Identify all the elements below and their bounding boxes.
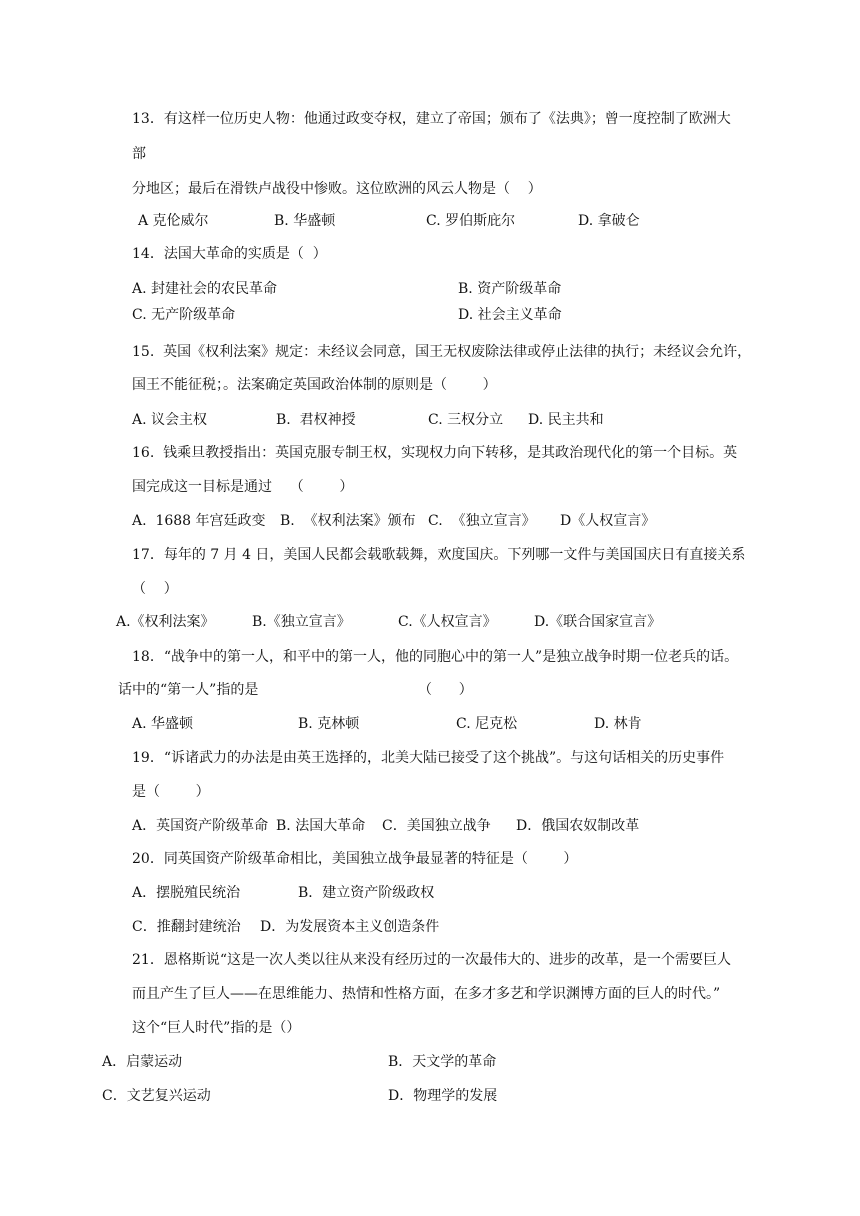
question-stem-line: 而且产生了巨人——在思维能力、热情和性格方面，在多才多艺和学识渊博方面的巨人的时代。” xyxy=(132,986,721,1002)
option-a: A．摆脱殖民统治 xyxy=(132,885,241,901)
question-stem-line: 分地区；最后在滑铁卢战役中惨败。这位欧洲的风云人物是（ ） xyxy=(132,181,542,197)
option-b: B. 华盛顿 xyxy=(274,213,336,229)
option-d: D. 林肯 xyxy=(594,716,642,732)
question-stem-line: 21．恩格斯说“这是一次人类以往从来没有经历过的一次最伟大的、进步的改革，是一个需要巨人 xyxy=(132,952,731,968)
option-c: C.《人权宣言》 xyxy=(398,614,497,630)
question-stem-line: 15. 英国《权利法案》规定：未经议会同意，国王无权废除法律或停止法律的执行；未经议会允许， xyxy=(132,344,752,360)
question-stem-line: 是（ ） xyxy=(132,784,210,800)
option-a: A.《权利法案》 xyxy=(116,614,215,630)
option-c: C. 罗伯斯庇尔 xyxy=(426,213,516,229)
option-a: A．英国资产阶级革命 xyxy=(132,818,269,834)
question-stem-line: （ ） xyxy=(132,581,178,597)
option-b: B. 君权神授 xyxy=(276,412,356,428)
option-a: A 克伦威尔 xyxy=(138,213,209,229)
option-d: D《人权宣言》 xyxy=(560,513,656,529)
question-stem-line: 19．“诉诸武力的办法是由英王选择的，北美大陆已接受了这个挑战”。与这句话相关的历史事件 xyxy=(132,750,725,766)
option-d: D. 社会主义革命 xyxy=(458,307,562,323)
question-stem-line: 这个“巨人时代”指的是（） xyxy=(132,1020,301,1036)
option-d: D．物理学的发展 xyxy=(388,1088,498,1104)
question-stem-line: 14．法国大革命的实质是（ ） xyxy=(132,246,327,262)
option-b: B.《独立宣言》 xyxy=(252,614,351,630)
option-b: B. 资产阶级革命 xyxy=(458,281,562,297)
option-a: A. 封建社会的农民革命 xyxy=(132,281,278,297)
question-stem-line: 部 xyxy=(132,146,146,162)
option-b: B. 法国大革命 xyxy=(276,818,366,834)
option-c: C．美国独立战争 xyxy=(382,818,491,834)
option-c: C. 尼克松 xyxy=(456,716,518,732)
option-c: C. 《独立宣言》 xyxy=(428,513,536,529)
option-d: D．俄国农奴制改革 xyxy=(516,818,640,834)
option-c: C．文艺复兴运动 xyxy=(102,1088,211,1104)
option-b: B. 克林顿 xyxy=(298,716,360,732)
option-b: B．建立资产阶级政权 xyxy=(298,885,435,901)
question-stem-line: 国完成这一目标是通过 （ ） xyxy=(132,479,354,495)
question-stem-line: （ ） xyxy=(418,682,473,698)
question-stem-line: 18．“战争中的第一人，和平中的第一人，他的同胞心中的第一人”是独立战争时期一位老兵的话。 xyxy=(132,649,739,665)
option-a: A. 议会主权 xyxy=(132,412,208,428)
question-stem-line: 16. 钱乘旦教授指出：英国克服专制王权，实现权力向下转移，是其政治现代化的第一个目标。英 xyxy=(132,445,738,461)
option-d: D．为发展资本主义创造条件 xyxy=(260,919,440,935)
option-b: B. 《权利法案》颁布 xyxy=(280,513,416,529)
option-d: D.《联合国家宣言》 xyxy=(534,614,662,630)
option-a: A. 1688 年宫廷政变 xyxy=(132,513,266,529)
question-stem-line: 13．有这样一位历史人物：他通过政变夺权，建立了帝国；颁布了《法典》；曾一度控制了欧洲大 xyxy=(132,111,731,127)
question-stem-line: 话中的“第一人”指的是 xyxy=(118,682,259,698)
option-a: A. 华盛顿 xyxy=(132,716,194,732)
question-stem-line: 17．每年的 7 月 4 日，美国人民都会载歌载舞，欢度国庆。下列哪一文件与美国国庆日有直接关系 xyxy=(132,547,746,563)
option-a: A．启蒙运动 xyxy=(102,1054,183,1070)
option-d: D. 民主共和 xyxy=(528,412,604,428)
option-c: C. 三权分立 xyxy=(428,412,504,428)
option-d: D. 拿破仑 xyxy=(578,213,640,229)
question-stem-line: 20．同英国资产阶级革命相比，美国独立战争最显著的特征是（ ） xyxy=(132,851,578,867)
option-c: C．推翻封建统治 xyxy=(132,919,241,935)
option-c: C. 无产阶级革命 xyxy=(132,307,236,323)
question-stem-line: 国王不能征税；。法案确定英国政治体制的原则是（ ） xyxy=(132,377,497,393)
option-b: B．天文学的革命 xyxy=(388,1054,497,1070)
